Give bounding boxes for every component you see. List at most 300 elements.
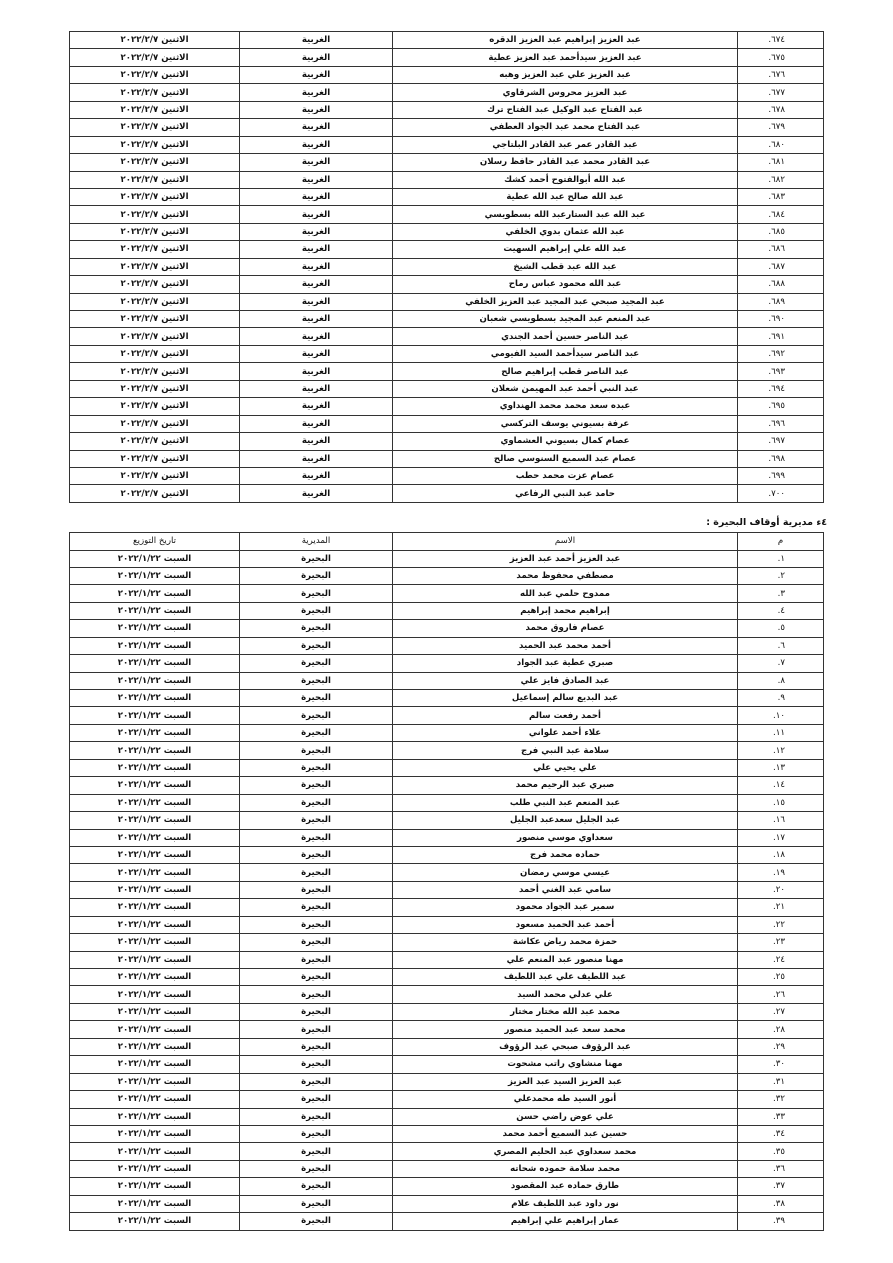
directorate: الغربية <box>240 293 393 310</box>
distribution-date: السبت ٢٠٢٢/١/٢٢ <box>70 567 240 584</box>
distribution-date: السبت ٢٠٢٢/١/٢٢ <box>70 742 240 759</box>
directorate: البحيرة <box>240 1021 393 1038</box>
person-name: أحمد محمد عبد الحميد <box>393 637 738 654</box>
distribution-date: الاثنين ٢٠٢٢/٢/٧ <box>70 206 240 223</box>
row-number: ٦٩٧. <box>738 433 824 450</box>
person-name: عبد النبي أحمد عبد المهيمن شعلان <box>393 380 738 397</box>
row-number: ٣٤. <box>738 1125 824 1142</box>
directorate: البحيرة <box>240 1091 393 1108</box>
table-row <box>70 49 824 66</box>
row-number: ٣٦. <box>738 1160 824 1177</box>
directorate: الغربية <box>240 119 393 136</box>
distribution-date: السبت ٢٠٢٢/١/٢٢ <box>70 812 240 829</box>
table-row <box>70 206 824 223</box>
row-number: ٢٦. <box>738 986 824 1003</box>
table-row <box>70 84 824 101</box>
distribution-date: السبت ٢٠٢٢/١/٢٢ <box>70 1125 240 1142</box>
person-name: عبد الناصر قطب إبراهيم صالح <box>393 363 738 380</box>
table-row <box>70 485 824 502</box>
person-name: عبد العزيز إبراهيم عبد العزيز الدقره <box>393 32 738 49</box>
distribution-date: الاثنين ٢٠٢٢/٢/٧ <box>70 345 240 362</box>
row-number: ٢٠. <box>738 881 824 898</box>
row-number: ٦٨٤. <box>738 206 824 223</box>
person-name: أحمد عبد الحميد مسعود <box>393 916 738 933</box>
person-name: عبد الله أبوالفتوح أحمد كشك <box>393 171 738 188</box>
directorate: البحيرة <box>240 1073 393 1090</box>
table-row <box>70 1178 824 1195</box>
table-row <box>70 567 824 584</box>
table-row <box>70 276 824 293</box>
person-name: عبد المنعم عبد النبي طلب <box>393 794 738 811</box>
person-name: محمد سعد عبد الحميد منصور <box>393 1021 738 1038</box>
directorate: البحيرة <box>240 585 393 602</box>
row-number: ٢٤. <box>738 951 824 968</box>
person-name: عبد الفتاح عبد الوكيل عبد الفتاح ترك <box>393 101 738 118</box>
directorate: البحيرة <box>240 846 393 863</box>
distribution-date: الاثنين ٢٠٢٢/٢/٧ <box>70 433 240 450</box>
row-number: ٢٩. <box>738 1038 824 1055</box>
person-name: عبد الفتاح محمد عبد الجواد العطفي <box>393 119 738 136</box>
row-number: ٣٢. <box>738 1091 824 1108</box>
row-number: ٣١. <box>738 1073 824 1090</box>
person-name: علي يحيي علي <box>393 759 738 776</box>
distribution-date: الاثنين ٢٠٢٢/٢/٧ <box>70 328 240 345</box>
table-row <box>70 398 824 415</box>
directorate: البحيرة <box>240 655 393 672</box>
person-name: سلامة عبد النبي فرج <box>393 742 738 759</box>
table-row <box>70 986 824 1003</box>
person-name: عبد الناصر حسين أحمد الجندي <box>393 328 738 345</box>
directorate: البحيرة <box>240 794 393 811</box>
directorate: البحيرة <box>240 550 393 567</box>
distribution-date: السبت ٢٠٢٢/١/٢٢ <box>70 829 240 846</box>
row-number: ٥. <box>738 620 824 637</box>
row-number: ١٦. <box>738 812 824 829</box>
directorate: الغربية <box>240 101 393 118</box>
table-row <box>70 672 824 689</box>
table-row <box>70 1213 824 1230</box>
person-name: عبد القادر محمد عبد القادر حافظ رسلان <box>393 154 738 171</box>
table-row <box>70 1038 824 1055</box>
directorate: الغربية <box>240 276 393 293</box>
directorate: البحيرة <box>240 567 393 584</box>
row-number: ١٠. <box>738 707 824 724</box>
table-row <box>70 864 824 881</box>
directorate: البحيرة <box>240 1038 393 1055</box>
person-name: عبد الله عبد قطب الشيخ <box>393 258 738 275</box>
directorate: الغربية <box>240 433 393 450</box>
distribution-date: السبت ٢٠٢٢/١/٢٢ <box>70 881 240 898</box>
person-name: أنور السيد طه محمدعلي <box>393 1091 738 1108</box>
person-name: حامد عبد النبي الرفاعي <box>393 485 738 502</box>
row-number: ١١. <box>738 724 824 741</box>
distribution-date: السبت ٢٠٢٢/١/٢٢ <box>70 969 240 986</box>
table-row <box>70 136 824 153</box>
table-row <box>70 1003 824 1020</box>
directorate: البحيرة <box>240 1178 393 1195</box>
row-number: ٨. <box>738 672 824 689</box>
table-row <box>70 707 824 724</box>
table-row <box>70 881 824 898</box>
distribution-date: الاثنين ٢٠٢٢/٢/٧ <box>70 467 240 484</box>
person-name: عبد الله علي إبراهيم السهيت <box>393 241 738 258</box>
row-number: ٢١. <box>738 899 824 916</box>
table-row <box>70 345 824 362</box>
table-row <box>70 1073 824 1090</box>
person-name: صبري عطية عبد الجواد <box>393 655 738 672</box>
person-name: محمد سلامة حموده شحاته <box>393 1160 738 1177</box>
person-name: نور داود عبد اللطيف علام <box>393 1195 738 1212</box>
table-row <box>70 188 824 205</box>
table-row <box>70 154 824 171</box>
directorate: الغربية <box>240 84 393 101</box>
row-number: ٦٧٥. <box>738 49 824 66</box>
row-number: ١٨. <box>738 846 824 863</box>
distribution-date: الاثنين ٢٠٢٢/٢/٧ <box>70 154 240 171</box>
person-name: عيسي موسي رمضان <box>393 864 738 881</box>
table-row <box>70 328 824 345</box>
person-name: عبد المنعم عبد المجيد بسطويسي شعبان <box>393 311 738 328</box>
directorate: الغربية <box>240 171 393 188</box>
distribution-date: السبت ٢٠٢٢/١/٢٢ <box>70 724 240 741</box>
distribution-date: السبت ٢٠٢٢/١/٢٢ <box>70 1021 240 1038</box>
person-name: علي عدلي محمد السيد <box>393 986 738 1003</box>
row-number: ٦٨٣. <box>738 188 824 205</box>
table-row <box>70 1195 824 1212</box>
directorate: البحيرة <box>240 1143 393 1160</box>
person-name: طارق حماده عبد المقصود <box>393 1178 738 1195</box>
person-name: عبد القادر عمر عبد القادر البلتاجي <box>393 136 738 153</box>
directorate: البحيرة <box>240 1125 393 1142</box>
table-row <box>70 1108 824 1125</box>
directorate: الغربية <box>240 66 393 83</box>
distribution-date: السبت ٢٠٢٢/١/٢٢ <box>70 794 240 811</box>
row-number: ٣. <box>738 585 824 602</box>
person-name: عبد المجيد صبحي عبد المجيد عبد العزيز الخلفي <box>393 293 738 310</box>
distribution-date: الاثنين ٢٠٢٢/٢/٧ <box>70 485 240 502</box>
header-date: تاريخ التوزيع <box>70 533 240 551</box>
table-row <box>70 415 824 432</box>
distribution-date: السبت ٢٠٢٢/١/٢٢ <box>70 1091 240 1108</box>
directorate: البحيرة <box>240 986 393 1003</box>
distribution-date: السبت ٢٠٢٢/١/٢٢ <box>70 986 240 1003</box>
beheira-table-header <box>70 533 824 551</box>
distribution-date: السبت ٢٠٢٢/١/٢٢ <box>70 690 240 707</box>
row-number: ٦٨٦. <box>738 241 824 258</box>
distribution-date: الاثنين ٢٠٢٢/٢/٧ <box>70 415 240 432</box>
distribution-date: الاثنين ٢٠٢٢/٢/٧ <box>70 241 240 258</box>
distribution-date: الاثنين ٢٠٢٢/٢/٧ <box>70 84 240 101</box>
table-row <box>70 66 824 83</box>
directorate: البحيرة <box>240 690 393 707</box>
table-row <box>70 380 824 397</box>
directorate: البحيرة <box>240 969 393 986</box>
table-row <box>70 1160 824 1177</box>
table-row <box>70 1125 824 1142</box>
table-row <box>70 812 824 829</box>
person-name: عبد الله محمود عباس رماح <box>393 276 738 293</box>
table-row <box>70 794 824 811</box>
row-number: ٤. <box>738 602 824 619</box>
person-name: عبد العزيز سيدأحمد عبد العزيز عطية <box>393 49 738 66</box>
distribution-date: الاثنين ٢٠٢٢/٢/٧ <box>70 293 240 310</box>
table-row <box>70 241 824 258</box>
table-row <box>70 1091 824 1108</box>
distribution-date: السبت ٢٠٢٢/١/٢٢ <box>70 864 240 881</box>
directorate: البحيرة <box>240 759 393 776</box>
row-number: ٦٧٦. <box>738 66 824 83</box>
person-name: مهنا منشاوي راتب مشحوت <box>393 1056 738 1073</box>
gharbia-table <box>69 31 824 503</box>
distribution-date: السبت ٢٠٢٢/١/٢٢ <box>70 585 240 602</box>
directorate: الغربية <box>240 258 393 275</box>
header-number: م <box>738 533 824 551</box>
person-name: عصام عبد السميع السنوسي صالح <box>393 450 738 467</box>
table-row <box>70 742 824 759</box>
person-name: علي عوض راضي حسن <box>393 1108 738 1125</box>
row-number: ٦٩٦. <box>738 415 824 432</box>
table-row <box>70 293 824 310</box>
directorate: البحيرة <box>240 812 393 829</box>
row-number: ٢٢. <box>738 916 824 933</box>
table-row <box>70 550 824 567</box>
directorate: الغربية <box>240 415 393 432</box>
person-name: عبده سعد محمد محمد الهنداوي <box>393 398 738 415</box>
distribution-date: السبت ٢٠٢٢/١/٢٢ <box>70 620 240 637</box>
person-name: عبد اللطيف علي عبد اللطيف <box>393 969 738 986</box>
row-number: ٦٨٩. <box>738 293 824 310</box>
distribution-date: السبت ٢٠٢٢/١/٢٢ <box>70 1038 240 1055</box>
distribution-date: السبت ٢٠٢٢/١/٢٢ <box>70 846 240 863</box>
directorate: البحيرة <box>240 637 393 654</box>
directorate: الغربية <box>240 241 393 258</box>
directorate: الغربية <box>240 450 393 467</box>
person-name: صبري عبد الرحيم محمد <box>393 777 738 794</box>
table-row <box>70 777 824 794</box>
directorate: البحيرة <box>240 707 393 724</box>
person-name: عرفة بسيوني يوسف التركسي <box>393 415 738 432</box>
table-row <box>70 934 824 951</box>
table-row <box>70 829 824 846</box>
directorate: البحيرة <box>240 1003 393 1020</box>
directorate: الغربية <box>240 467 393 484</box>
table-row <box>70 969 824 986</box>
directorate: البحيرة <box>240 1056 393 1073</box>
person-name: حسين عبد السميع أحمد محمد <box>393 1125 738 1142</box>
distribution-date: السبت ٢٠٢٢/١/٢٢ <box>70 672 240 689</box>
person-name: إبراهيم محمد إبراهيم <box>393 602 738 619</box>
distribution-date: السبت ٢٠٢٢/١/٢٢ <box>70 899 240 916</box>
row-number: ٦٧٤. <box>738 32 824 49</box>
row-number: ٣٠. <box>738 1056 824 1073</box>
row-number: ٦٩٩. <box>738 467 824 484</box>
table-row <box>70 450 824 467</box>
row-number: ٣٨. <box>738 1195 824 1212</box>
person-name: عبد الرؤوف صبحي عبد الرؤوف <box>393 1038 738 1055</box>
row-number: ٦٩٨. <box>738 450 824 467</box>
row-number: ٢٨. <box>738 1021 824 1038</box>
person-name: مهنا منصور عبد المنعم علي <box>393 951 738 968</box>
table-row <box>70 951 824 968</box>
distribution-date: السبت ٢٠٢٢/١/٢٢ <box>70 1143 240 1160</box>
directorate: البحيرة <box>240 864 393 881</box>
person-name: عمار إبراهيم علي إبراهيم <box>393 1213 738 1230</box>
table-row <box>70 846 824 863</box>
row-number: ٢٣. <box>738 934 824 951</box>
distribution-date: السبت ٢٠٢٢/١/٢٢ <box>70 655 240 672</box>
distribution-date: السبت ٢٠٢٢/١/٢٢ <box>70 1056 240 1073</box>
distribution-date: الاثنين ٢٠٢٢/٢/٧ <box>70 171 240 188</box>
row-number: ٣٥. <box>738 1143 824 1160</box>
table-row <box>70 637 824 654</box>
table-row <box>70 620 824 637</box>
person-name: عصام عزت محمد حطب <box>393 467 738 484</box>
directorate: البحيرة <box>240 602 393 619</box>
person-name: حماده محمد فرج <box>393 846 738 863</box>
table-row <box>70 223 824 240</box>
person-name: حمزة محمد رياض عكاشة <box>393 934 738 951</box>
person-name: علاء أحمد علواني <box>393 724 738 741</box>
row-number: ٦٧٩. <box>738 119 824 136</box>
table-row <box>70 690 824 707</box>
row-number: ٣٣. <box>738 1108 824 1125</box>
directorate: البحيرة <box>240 951 393 968</box>
distribution-date: السبت ٢٠٢٢/١/٢٢ <box>70 916 240 933</box>
row-number: ١٩. <box>738 864 824 881</box>
row-number: ٦٨٢. <box>738 171 824 188</box>
distribution-date: الاثنين ٢٠٢٢/٢/٧ <box>70 223 240 240</box>
header-name: الاسم <box>393 533 738 551</box>
table-row <box>70 585 824 602</box>
directorate: البحيرة <box>240 899 393 916</box>
distribution-date: الاثنين ٢٠٢٢/٢/٧ <box>70 188 240 205</box>
table-row <box>70 32 824 49</box>
beheira-table-body <box>70 550 824 1230</box>
directorate: البحيرة <box>240 724 393 741</box>
distribution-date: السبت ٢٠٢٢/١/٢٢ <box>70 1108 240 1125</box>
person-name: مصطفي محفوظ محمد <box>393 567 738 584</box>
row-number: ٦٧٧. <box>738 84 824 101</box>
directorate: البحيرة <box>240 777 393 794</box>
directorate: البحيرة <box>240 829 393 846</box>
distribution-date: السبت ٢٠٢٢/١/٢٢ <box>70 1073 240 1090</box>
person-name: عبد الله صالح عبد الله عطية <box>393 188 738 205</box>
directorate: البحيرة <box>240 916 393 933</box>
directorate: البحيرة <box>240 1160 393 1177</box>
person-name: عبد الله عبد الستارعبد الله بسطويسي <box>393 206 738 223</box>
directorate: البحيرة <box>240 934 393 951</box>
distribution-date: السبت ٢٠٢٢/١/٢٢ <box>70 777 240 794</box>
row-number: ٢٥. <box>738 969 824 986</box>
table-row <box>70 119 824 136</box>
row-number: ١٤. <box>738 777 824 794</box>
row-number: ٧. <box>738 655 824 672</box>
person-name: عبد الصادق فايز علي <box>393 672 738 689</box>
row-number: ٢٧. <box>738 1003 824 1020</box>
directorate: الغربية <box>240 485 393 502</box>
directorate: البحيرة <box>240 1195 393 1212</box>
row-number: ١. <box>738 550 824 567</box>
distribution-date: السبت ٢٠٢٢/١/٢٢ <box>70 1195 240 1212</box>
table-row <box>70 602 824 619</box>
row-number: ١٢. <box>738 742 824 759</box>
distribution-date: الاثنين ٢٠٢٢/٢/٧ <box>70 450 240 467</box>
distribution-date: الاثنين ٢٠٢٢/٢/٧ <box>70 66 240 83</box>
row-number: ٦٩١. <box>738 328 824 345</box>
distribution-date: السبت ٢٠٢٢/١/٢٢ <box>70 1003 240 1020</box>
person-name: عبد الله عثمان بدوي الخلفي <box>393 223 738 240</box>
row-number: ١٣. <box>738 759 824 776</box>
directorate: الغربية <box>240 311 393 328</box>
distribution-date: الاثنين ٢٠٢٢/٢/٧ <box>70 49 240 66</box>
person-name: عبد العزيز علي عبد العزيز وهبه <box>393 66 738 83</box>
distribution-date: السبت ٢٠٢٢/١/٢٢ <box>70 602 240 619</box>
distribution-date: السبت ٢٠٢٢/١/٢٢ <box>70 707 240 724</box>
distribution-date: السبت ٢٠٢٢/١/٢٢ <box>70 951 240 968</box>
distribution-date: الاثنين ٢٠٢٢/٢/٧ <box>70 380 240 397</box>
directorate: الغربية <box>240 49 393 66</box>
table-row <box>70 258 824 275</box>
directorate: البحيرة <box>240 742 393 759</box>
row-number: ٦٩٤. <box>738 380 824 397</box>
directorate: البحيرة <box>240 672 393 689</box>
distribution-date: الاثنين ٢٠٢٢/٢/٧ <box>70 258 240 275</box>
directorate: الغربية <box>240 398 393 415</box>
row-number: ٣٩. <box>738 1213 824 1230</box>
distribution-date: الاثنين ٢٠٢٢/٢/٧ <box>70 32 240 49</box>
person-name: عبد العزيز السيد عبد العزيز <box>393 1073 738 1090</box>
directorate: الغربية <box>240 154 393 171</box>
distribution-date: السبت ٢٠٢٢/١/٢٢ <box>70 1178 240 1195</box>
beheira-table <box>69 532 824 1231</box>
row-number: ٦٨٨. <box>738 276 824 293</box>
person-name: عصام فاروق محمد <box>393 620 738 637</box>
header-directorate: المديرية <box>240 533 393 551</box>
person-name: عبد الناصر سيدأحمد السيد الفيومي <box>393 345 738 362</box>
table-row <box>70 433 824 450</box>
distribution-date: الاثنين ٢٠٢٢/٢/٧ <box>70 136 240 153</box>
row-number: ٦٩٢. <box>738 345 824 362</box>
person-name: سامي عبد الغني أحمد <box>393 881 738 898</box>
distribution-date: السبت ٢٠٢٢/١/٢٢ <box>70 550 240 567</box>
row-number: ٦٩٣. <box>738 363 824 380</box>
person-name: سعداوي موسي منصور <box>393 829 738 846</box>
row-number: ٦٧٨. <box>738 101 824 118</box>
header-row <box>70 533 824 551</box>
directorate: الغربية <box>240 363 393 380</box>
table-row <box>70 759 824 776</box>
row-number: ٦٩٥. <box>738 398 824 415</box>
table-row <box>70 724 824 741</box>
person-name: عبد العزيز محروس الشرقاوي <box>393 84 738 101</box>
row-number: ٦٨٠. <box>738 136 824 153</box>
directorate: البحيرة <box>240 620 393 637</box>
distribution-date: السبت ٢٠٢٢/١/٢٢ <box>70 637 240 654</box>
directorate: البحيرة <box>240 1213 393 1230</box>
row-number: ٣٧. <box>738 1178 824 1195</box>
directorate: الغربية <box>240 136 393 153</box>
row-number: ٦٨١. <box>738 154 824 171</box>
directorate: الغربية <box>240 328 393 345</box>
row-number: ٦٩٠. <box>738 311 824 328</box>
table-row <box>70 363 824 380</box>
directorate: الغربية <box>240 345 393 362</box>
table-row <box>70 101 824 118</box>
table-row <box>70 655 824 672</box>
directorate: الغربية <box>240 206 393 223</box>
directorate: البحيرة <box>240 1108 393 1125</box>
distribution-date: الاثنين ٢٠٢٢/٢/٧ <box>70 363 240 380</box>
